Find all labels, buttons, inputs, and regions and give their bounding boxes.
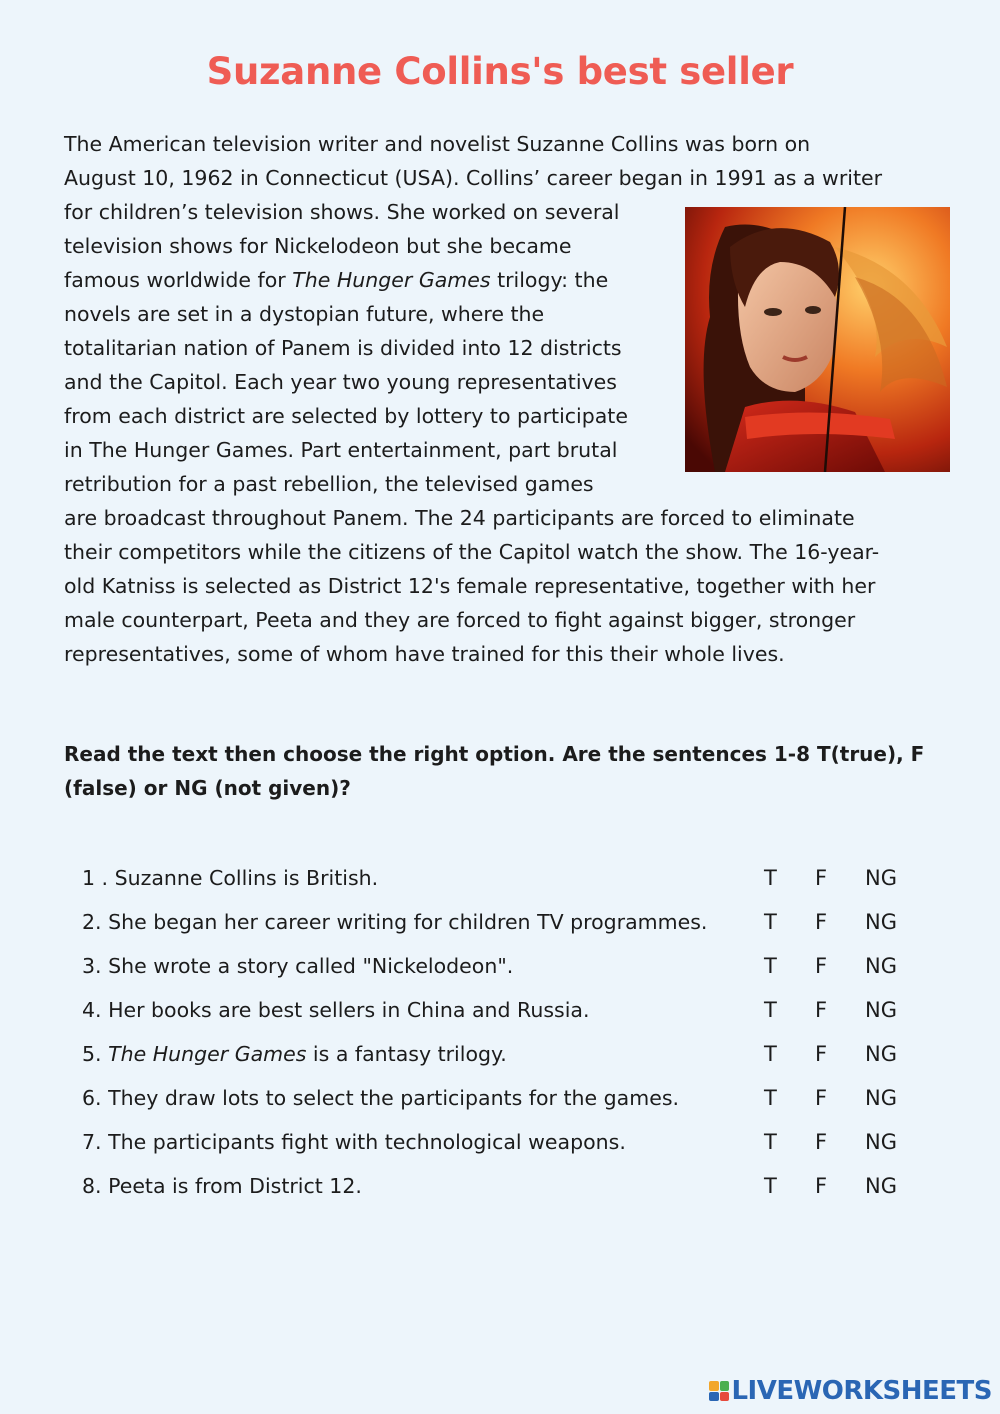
option-false[interactable]: F — [815, 949, 827, 983]
question-row — [82, 1169, 942, 1213]
option-true[interactable]: T — [764, 1125, 777, 1159]
passage-line: male counterpart, Peeta and they are forced to fight against bigger, stronger — [64, 608, 856, 632]
option-false[interactable]: F — [815, 1081, 827, 1115]
passage-line: representatives, some of whom have trained for this their whole lives. — [64, 642, 785, 666]
book-title-italic: The Hunger Games — [292, 268, 491, 292]
question-row — [82, 905, 942, 949]
option-true[interactable]: T — [764, 993, 777, 1027]
instructions — [64, 737, 944, 805]
option-true[interactable]: T — [764, 1169, 777, 1203]
question-text: 5. The Hunger Games is a fantasy trilogy. — [82, 1042, 507, 1066]
instructions-line: Read the text then choose the right option. Are the sentences 1-8 T(true), F — [64, 742, 925, 766]
option-not-given[interactable]: NG — [865, 861, 897, 895]
passage-line: are broadcast throughout Panem. The 24 participants are forced to eliminate — [64, 506, 855, 530]
option-false[interactable]: F — [815, 861, 827, 895]
question-row — [82, 1125, 942, 1169]
question-text: 8. Peeta is from District 12. — [82, 1174, 362, 1198]
brand-name: LIVEWORKSHEETS — [731, 1376, 992, 1406]
question-row — [82, 993, 942, 1037]
option-not-given[interactable]: NG — [865, 1125, 897, 1159]
question-text: 6. They draw lots to select the participants for the games. — [82, 1086, 680, 1110]
passage-line: from each district are selected by lottery to participate — [64, 404, 628, 428]
passage-line: old Katniss is selected as District 12's female representative, together with her — [64, 574, 876, 598]
option-not-given[interactable]: NG — [865, 949, 897, 983]
katniss-poster-image — [685, 207, 950, 472]
option-false[interactable]: F — [815, 1169, 827, 1203]
option-false[interactable]: F — [815, 1037, 827, 1071]
passage-line: novels are set in a dystopian future, where the — [64, 302, 545, 326]
option-not-given[interactable]: NG — [865, 1081, 897, 1115]
passage-line: their competitors while the citizens of the Capitol watch the show. The 16-year- — [64, 540, 880, 564]
passage-line: in The Hunger Games. Part entertainment, part brutal — [64, 438, 618, 462]
option-true[interactable]: T — [764, 905, 777, 939]
option-true[interactable]: T — [764, 949, 777, 983]
question-text: 7. The participants fight with technological weapons. — [82, 1130, 626, 1154]
liveworksheets-logo — [709, 1376, 992, 1406]
question-text: 1 . Suzanne Collins is British. — [82, 866, 379, 890]
passage-line: totalitarian nation of Panem is divided into 12 districts — [64, 336, 622, 360]
passage-line: August 10, 1962 in Connecticut (USA). Collins’ career began in 1991 as a writer — [64, 166, 883, 190]
passage-line: famous worldwide for The Hunger Games trilogy: the — [64, 268, 609, 292]
option-not-given[interactable]: NG — [865, 1169, 897, 1203]
question-text: 3. She wrote a story called "Nickelodeon". — [82, 954, 514, 978]
option-true[interactable]: T — [764, 1081, 777, 1115]
option-false[interactable]: F — [815, 905, 827, 939]
option-true[interactable]: T — [764, 1037, 777, 1071]
option-false[interactable]: F — [815, 1125, 827, 1159]
question-list — [82, 861, 942, 1213]
option-false[interactable]: F — [815, 993, 827, 1027]
passage-line: and the Capitol. Each year two young representatives — [64, 370, 617, 394]
option-not-given[interactable]: NG — [865, 905, 897, 939]
question-row — [82, 949, 942, 993]
instructions-line: (false) or NG (not given)? — [64, 776, 351, 800]
question-row — [82, 1081, 942, 1125]
question-row — [82, 861, 942, 905]
option-not-given[interactable]: NG — [865, 993, 897, 1027]
passage-line: retribution for a past rebellion, the televised games — [64, 472, 594, 496]
page-title: Suzanne Collins's best seller — [206, 50, 794, 93]
question-text: 4. Her books are best sellers in China and Russia. — [82, 998, 590, 1022]
option-not-given[interactable]: NG — [865, 1037, 897, 1071]
passage-line: The American television writer and novelist Suzanne Collins was born on — [64, 132, 811, 156]
passage-line: for children’s television shows. She worked on several — [64, 200, 620, 224]
question-row — [82, 1037, 942, 1081]
option-true[interactable]: T — [764, 861, 777, 895]
liveworksheets-logo-icon — [709, 1381, 729, 1401]
question-text: 2. She began her career writing for children TV programmes. — [82, 910, 708, 934]
passage-line: television shows for Nickelodeon but she became — [64, 234, 572, 258]
book-title-italic: The Hunger Games — [108, 1042, 307, 1066]
